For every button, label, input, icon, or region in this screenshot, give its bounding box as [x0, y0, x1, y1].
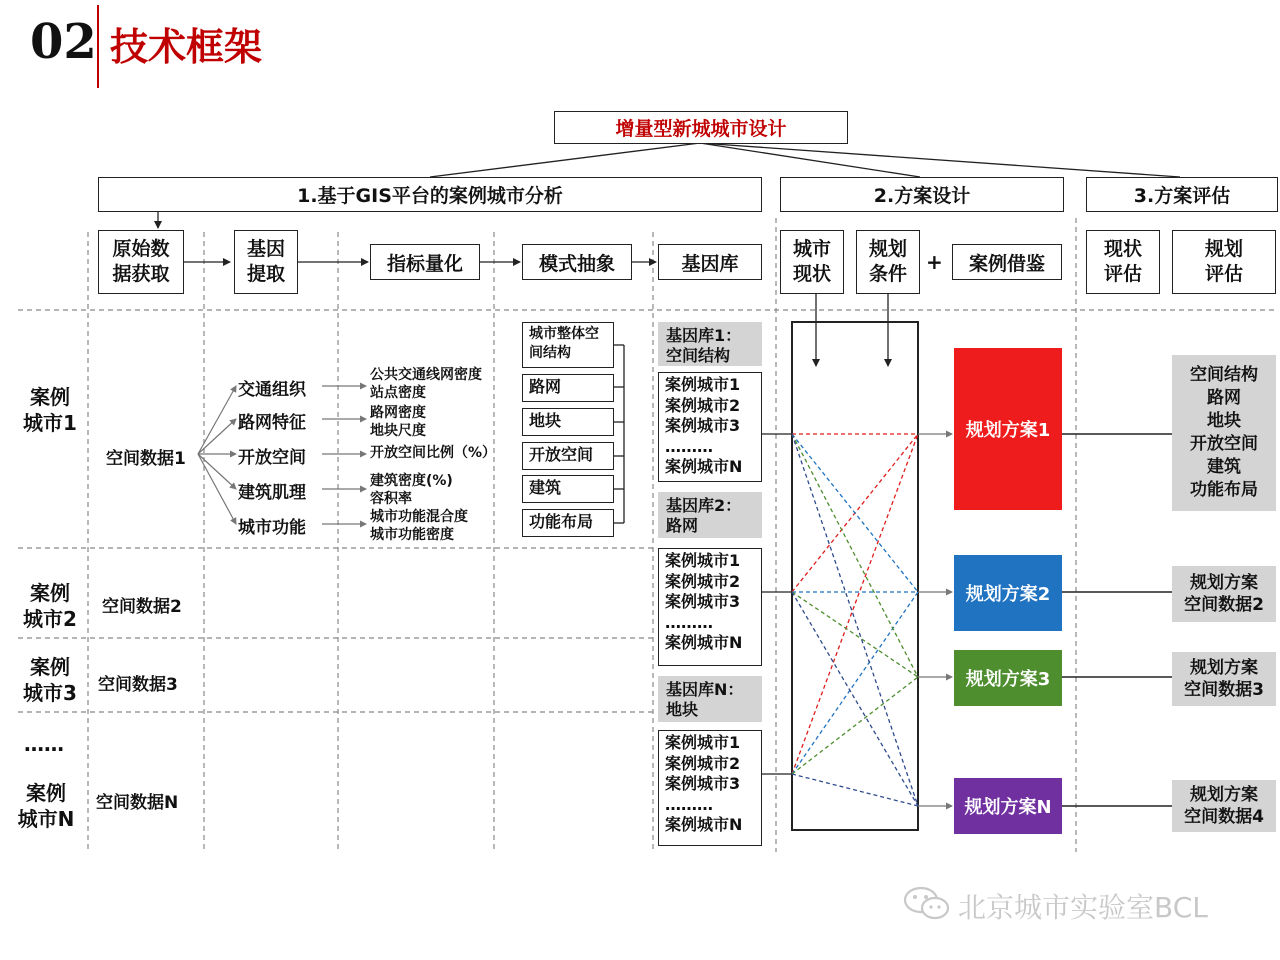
- spatial-data-2: 空间数据2: [102, 597, 182, 617]
- indicator-open-space: 开放空间比例（%）: [370, 445, 497, 461]
- pattern-bracket: [614, 345, 624, 523]
- library-connectors: [762, 434, 792, 774]
- indicator-arrows: [322, 386, 366, 524]
- gene-building-texture: 建筑肌理: [238, 483, 306, 503]
- step-gene-library: 基因库: [658, 244, 762, 280]
- page-title: 技术框架: [110, 25, 263, 69]
- case-city-3-label: 案例 城市3: [23, 655, 77, 705]
- eval-plan-1: 空间结构 路网 地块 开放空间 建筑 功能布局: [1172, 355, 1276, 511]
- library-n-cities: 案例城市1 案例城市2 案例城市3 ……… 案例城市N: [658, 730, 762, 846]
- step-planning-conditions: 规划 条件: [856, 230, 920, 294]
- plan-3: 规划方案3: [954, 650, 1062, 706]
- gene-traffic: 交通组织: [238, 380, 306, 400]
- plan-1: 规划方案1: [954, 348, 1062, 510]
- step-case-reference: 案例借鉴: [952, 244, 1062, 280]
- library-1-name: 基因库1： 空间结构: [658, 322, 762, 366]
- step-indicator: 指标量化: [370, 244, 480, 280]
- gene-open-space: 开放空间: [238, 448, 306, 468]
- design-down-arrows: [816, 292, 888, 366]
- design-frame: [792, 322, 918, 830]
- pattern-spatial-structure: 城市整体空 间结构: [522, 322, 614, 368]
- step-raw-data: 原始数 据获取: [98, 230, 184, 294]
- pattern-road: 路网: [522, 374, 614, 402]
- indicator-function: 城市功能混合度 城市功能密度: [370, 509, 468, 543]
- wechat-icon: [902, 886, 952, 922]
- gene-road-network: 路网特征: [238, 413, 306, 433]
- plan-n: 规划方案N: [954, 778, 1062, 834]
- library-2-name: 基因库2： 路网: [658, 492, 762, 538]
- step-pattern: 模式抽象: [522, 244, 632, 280]
- case-city-2-label: 案例 城市2: [23, 581, 77, 631]
- step-plan-eval: 规划 评估: [1172, 230, 1276, 294]
- spatial-data-n: 空间数据N: [96, 793, 179, 813]
- eval-lines: [1062, 434, 1172, 806]
- section-scheme-design: 2.方案设计: [780, 177, 1064, 212]
- pattern-building: 建筑: [522, 475, 614, 503]
- eval-plan-n: 规划方案 空间数据4: [1172, 780, 1276, 832]
- spatial-data-3: 空间数据3: [98, 675, 178, 695]
- pattern-open-space: 开放空间: [522, 442, 614, 470]
- plan-arrows: [918, 434, 952, 806]
- gene-city-function: 城市功能: [238, 518, 306, 538]
- section-gis-analysis: 1.基于GIS平台的案例城市分析: [98, 177, 762, 212]
- indicator-traffic: 公共交通线网密度 站点密度: [370, 367, 482, 401]
- section-number: 02: [30, 14, 97, 70]
- indicator-road: 路网密度 地块尺度: [370, 405, 426, 439]
- watermark-text: 北京城市实验室BCL: [958, 891, 1208, 924]
- library-2-cities: 案例城市1 案例城市2 案例城市3 ……… 案例城市N: [658, 548, 762, 666]
- case-city-ellipsis: ……: [24, 732, 64, 756]
- step-gene-extract: 基因 提取: [234, 230, 298, 294]
- library-n-name: 基因库N： 地块: [658, 676, 762, 722]
- spatial-data-1: 空间数据1: [106, 449, 186, 469]
- step-status-eval: 现状 评估: [1086, 230, 1160, 294]
- pattern-function-layout: 功能布局: [522, 509, 614, 537]
- top-node: 增量型新城城市设计: [554, 111, 848, 144]
- mapping-lines: [792, 434, 918, 806]
- pattern-plot: 地块: [522, 408, 614, 436]
- plus-sign: +: [926, 250, 943, 274]
- indicator-building: 建筑密度(%) 容积率: [370, 473, 453, 507]
- section-scheme-evaluation: 3.方案评估: [1086, 177, 1278, 212]
- step-current-city: 城市 现状: [780, 230, 844, 294]
- library-1-cities: 案例城市1 案例城市2 案例城市3 ……… 案例城市N: [658, 372, 762, 482]
- eval-plan-3: 规划方案 空间数据3: [1172, 652, 1276, 706]
- plan-2: 规划方案2: [954, 555, 1062, 631]
- case-city-n-label: 案例 城市N: [17, 781, 75, 831]
- case-city-1-label: 案例 城市1: [23, 385, 77, 435]
- eval-plan-2: 规划方案 空间数据2: [1172, 566, 1276, 622]
- row-separators: [18, 310, 1278, 712]
